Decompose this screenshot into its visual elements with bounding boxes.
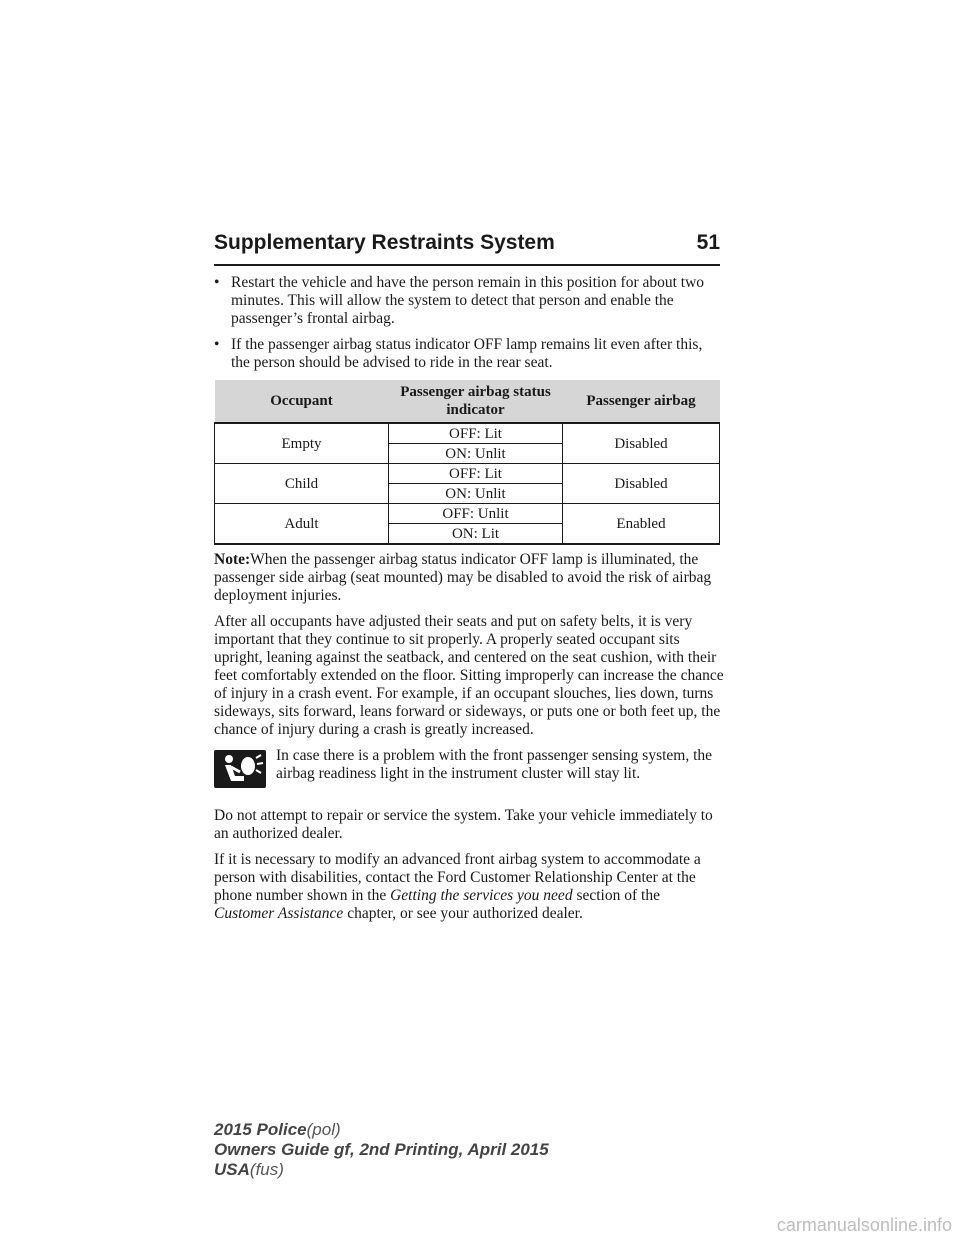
indicator-cell: OFF: Lit: [389, 464, 563, 484]
modify-paragraph: [214, 851, 724, 923]
table-row: [215, 423, 720, 444]
note-text: When the passenger airbag status indicator OFF lamp is illuminated, the passenger side airbag (seat mounted) may be disabled to avoid the risk of airbag deployment injuries.: [214, 551, 712, 604]
bullet-text: Restart the vehicle and have the person remain in this position for about two minutes. This will allow the system to detect that person and enable the passenger’s frontal airbag.: [231, 274, 705, 327]
table-row: [215, 504, 720, 524]
page-header: [214, 228, 720, 266]
page-content: [214, 274, 724, 931]
repair-paragraph: Do not attempt to repair or service the system. Take your vehicle immediately to an authorized dealer.: [214, 807, 713, 842]
airbag-cell: Disabled: [563, 464, 720, 504]
header-rule: [214, 264, 720, 266]
indicator-cell: ON: Unlit: [389, 484, 563, 504]
page-footer: [214, 1120, 549, 1180]
footer-line-3: [214, 1160, 549, 1180]
footer-model-code: (pol): [306, 1120, 341, 1139]
airbag-warning-icon: [214, 750, 266, 788]
modify-text-3: chapter, or see your authorized dealer.: [343, 905, 583, 922]
occupant-cell: Adult: [215, 504, 389, 545]
indicator-cell: OFF: Unlit: [389, 504, 563, 524]
warning-text: In case there is a problem with the front passenger sensing system, the airbag readiness light in the instrument cluster will stay lit.: [276, 747, 713, 782]
chapter-reference-customer-assistance: Customer Assistance: [214, 905, 344, 922]
page-number: 51: [696, 231, 720, 254]
indicator-cell: OFF: Lit: [389, 423, 563, 444]
table-header-row: [215, 380, 720, 423]
list-item: [214, 274, 724, 328]
footer-model: 2015 Police: [214, 1120, 307, 1139]
column-header-airbag: Passenger airbag: [563, 380, 720, 423]
section-title: Supplementary Restraints System: [214, 231, 555, 254]
note-label: Note:: [214, 551, 251, 568]
airbag-status-table: [214, 380, 720, 545]
footer-line-2: Owners Guide gf, 2nd Printing, April 2015: [214, 1140, 549, 1159]
bullet-text: If the passenger airbag status indicator OFF lamp remains lit even after this, the person should be advised to ride in the rear seat.: [231, 336, 703, 371]
bullet-glyph: •: [214, 274, 220, 291]
list-item: [214, 336, 724, 372]
chapter-reference-getting-services: Getting the services you need: [390, 887, 573, 904]
column-header-indicator: Passenger airbag status indicator: [389, 380, 563, 423]
modify-text-1: If it is necessary to modify an advanced front airbag system to accommodate a person with disabilities, contact the Ford Customer Relationship Center at the phone number shown in the: [214, 851, 701, 904]
bullet-glyph: •: [214, 336, 220, 353]
occupant-cell: Empty: [215, 423, 389, 464]
watermark: carmanualsonline.info: [776, 1215, 952, 1235]
bullet-list: [214, 274, 724, 372]
table-row: [215, 464, 720, 484]
note-paragraph: [214, 551, 724, 605]
warning-block: [214, 747, 724, 799]
modify-text-2: section of the: [572, 887, 660, 904]
column-header-occupant: Occupant: [215, 380, 389, 423]
footer-line-1: [214, 1120, 549, 1140]
footer-market-code: (fus): [249, 1160, 284, 1179]
indicator-cell: ON: Lit: [389, 524, 563, 545]
airbag-cell: Disabled: [563, 423, 720, 464]
occupant-cell: Child: [215, 464, 389, 504]
airbag-cell: Enabled: [563, 504, 720, 545]
seating-paragraph: After all occupants have adjusted their seats and put on safety belts, it is very important that they continue to sit properly. A properly seated occupant sits upright, leaning against the seatback, and centered on the seat cushion, with their feet comfortably extended on the floor. Sitting improperly can increase the chance of injury in a crash event. For example, if an occupant slouches, lies down, turns sideways, sits forward, leans forward or sideways, or puts one or both feet up, the chance of injury during a crash is greatly increased.: [214, 613, 724, 738]
indicator-cell: ON: Unlit: [389, 444, 563, 464]
footer-market: USA: [214, 1160, 250, 1179]
